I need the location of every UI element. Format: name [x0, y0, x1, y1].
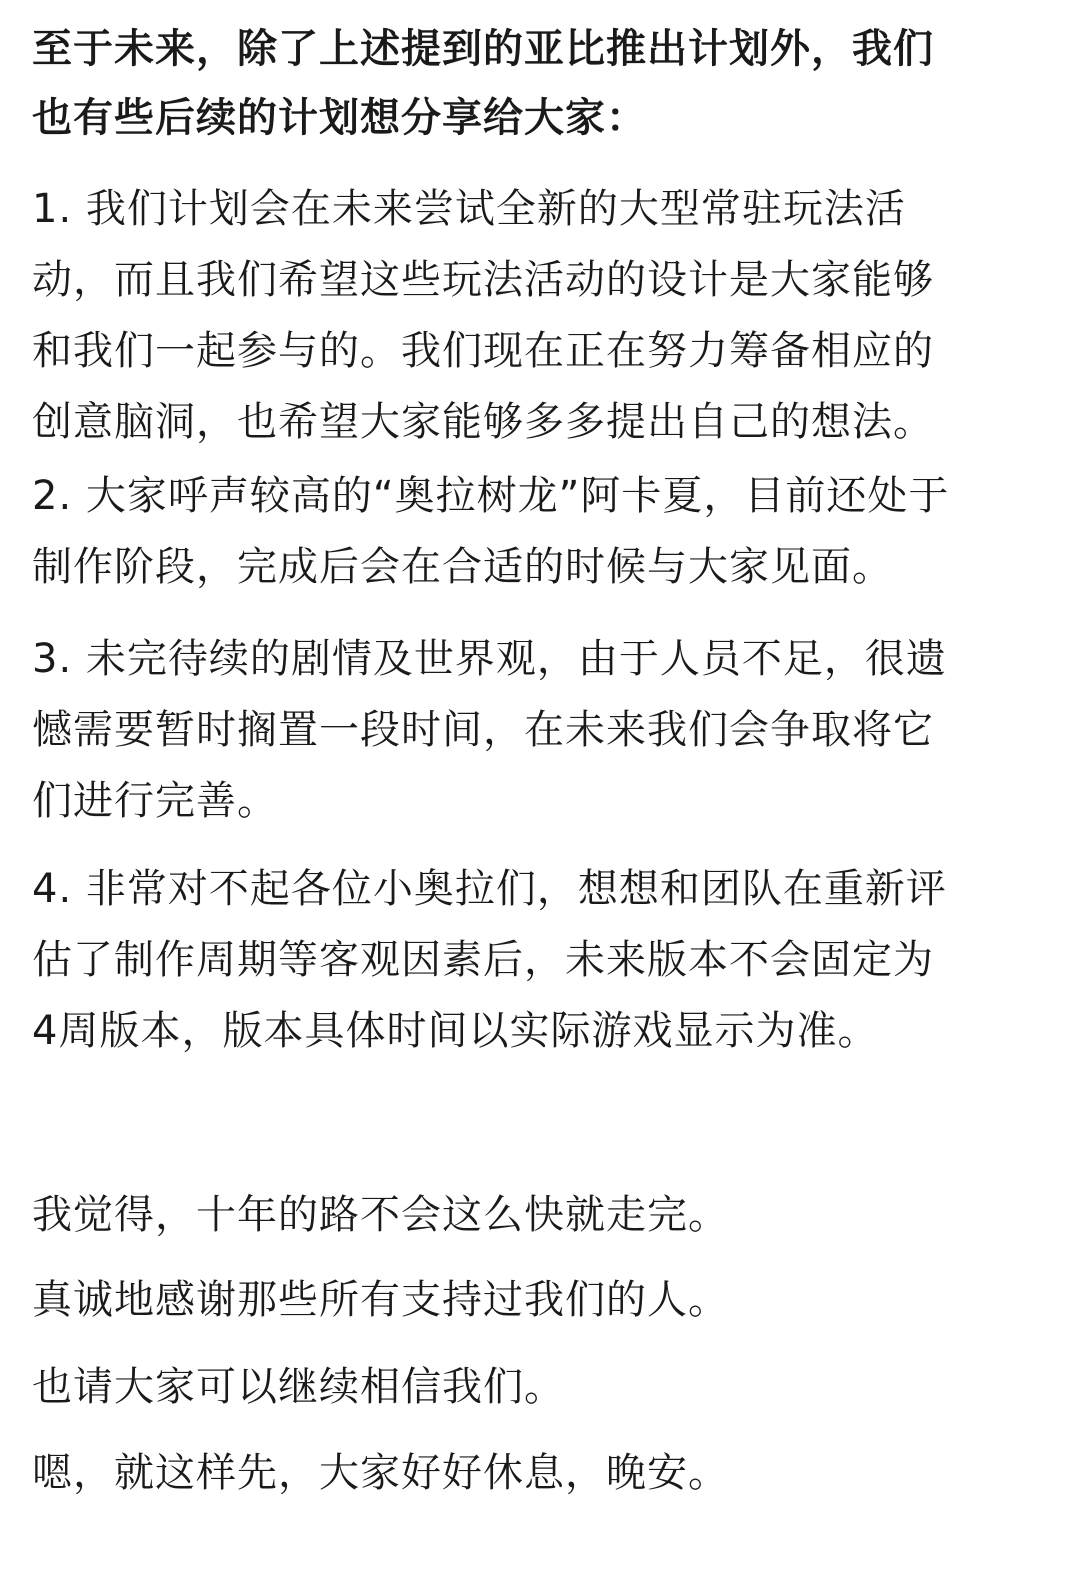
text-line: 也有些后续的计划想分享给大家： [32, 95, 647, 141]
text-line: 动，而且我们希望这些玩法活动的设计是大家能够 [32, 257, 934, 303]
text-line: 估了制作周期等客观因素后，未来版本不会固定为 [32, 937, 934, 983]
plan-item-4 [32, 854, 1048, 1067]
text-line: 和我们一起参与的。我们现在正在努力筹备相应的 [32, 328, 934, 374]
text-line: 们进行完善。 [32, 778, 278, 824]
text-line: 制作阶段，完成后会在合适的时候与大家见面。 [32, 544, 893, 590]
text-line: 4. 非常对不起各位小奥拉们，想想和团队在重新评 [32, 866, 947, 912]
closing-line-1 [32, 1180, 1048, 1251]
plan-item-1 [32, 174, 1048, 458]
text-line: 3. 未完待续的剧情及世界观，由于人员不足，很遗 [32, 636, 947, 682]
text-line: 1. 我们计划会在未来尝试全新的大型常驻玩法活 [32, 186, 906, 232]
text-line: 真诚地感谢那些所有支持过我们的人。 [32, 1277, 729, 1323]
text-line: 也请大家可以继续相信我们。 [32, 1364, 565, 1410]
text-line: 4周版本，版本具体时间以实际游戏显示为准。 [32, 1008, 879, 1054]
plan-item-3 [32, 624, 1048, 837]
closing-line-3 [32, 1352, 1048, 1423]
closing-line-4 [32, 1438, 1048, 1509]
text-line: 2. 大家呼声较高的“奥拉树龙”阿卡夏，目前还处于 [32, 473, 950, 519]
text-line: 嗯，就这样先，大家好好休息，晚安。 [32, 1450, 729, 1496]
text-line: 憾需要暂时搁置一段时间，在未来我们会争取将它 [32, 707, 934, 753]
intro-paragraph [32, 15, 1048, 153]
text-line: 创意脑洞，也希望大家能够多多提出自己的想法。 [32, 399, 934, 445]
text-line: 至于未来，除了上述提到的亚比推出计划外，我们 [32, 26, 934, 72]
text-line: 我觉得，十年的路不会这么快就走完。 [32, 1192, 729, 1238]
plan-item-2 [32, 461, 1048, 603]
closing-line-2 [32, 1265, 1048, 1336]
